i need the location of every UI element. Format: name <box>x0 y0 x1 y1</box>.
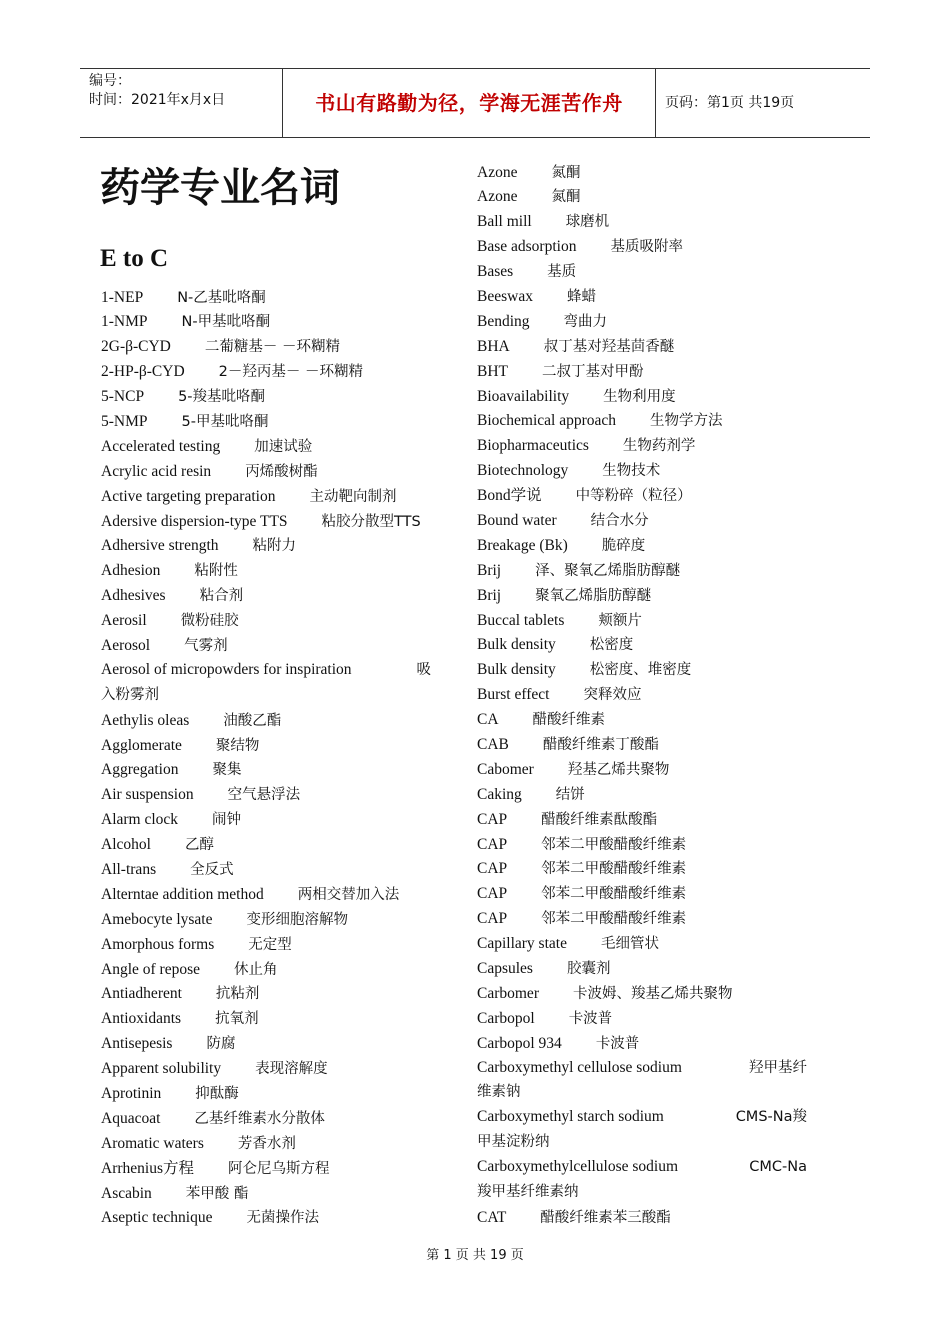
glossary-entry <box>477 334 807 359</box>
glossary-entry <box>101 558 431 583</box>
term-english: Alterntae addition method <box>101 885 264 903</box>
glossary-entry <box>101 1006 431 1031</box>
glossary-entry <box>101 633 431 658</box>
term-chinese: 邻苯二甲酸醋酸纤维素 <box>541 886 687 903</box>
term-english: Arrhenius方程 <box>101 1159 194 1177</box>
term-chinese: 芳香水剂 <box>237 1135 296 1152</box>
header-page-info: 页码：第1页 共19页 <box>665 95 795 111</box>
glossary-entry <box>477 558 807 583</box>
term-chinese: 生物利用度 <box>603 388 676 405</box>
term-chinese: 粘合剂 <box>199 588 244 605</box>
term-chinese: 5-甲基吡咯酮 <box>181 413 269 430</box>
term-english: Carbopol <box>477 1009 535 1027</box>
term-english: Biochemical approach <box>477 412 617 430</box>
glossary-entry <box>101 384 431 409</box>
glossary-entry <box>477 782 807 807</box>
term-chinese: 卡波普 <box>568 1010 613 1027</box>
glossary-entry <box>477 1205 807 1230</box>
term-chinese-continued: 维素钠 <box>477 1084 521 1101</box>
term-chinese: 生物药剂学 <box>622 438 696 455</box>
term-chinese: 加速试验 <box>254 438 313 455</box>
term-english: Adhesives <box>101 587 166 605</box>
page-header <box>80 68 870 138</box>
glossary-entry <box>477 359 807 384</box>
term-english: Air suspension <box>101 786 194 804</box>
term-english: Aerosil <box>101 612 147 630</box>
term-english: Carboxymethyl starch sodium <box>477 1108 664 1126</box>
term-english: Aethylis oleas <box>101 711 190 729</box>
term-english: Active targeting preparation <box>101 487 276 505</box>
term-chinese: 主动靶向制剂 <box>309 488 397 505</box>
term-chinese: 卡波姆、羧基乙烯共聚物 <box>572 985 733 1002</box>
document-number-label: 编号： <box>89 73 131 89</box>
glossary-entry <box>101 285 431 310</box>
term-chinese: 基质吸附率 <box>610 239 683 256</box>
term-chinese: 全反式 <box>190 862 234 878</box>
glossary-entry <box>101 533 431 558</box>
term-english: Carboxymethylcellulose sodium <box>477 1158 679 1176</box>
term-english: Agglomerate <box>101 736 182 754</box>
glossary-entry <box>101 857 431 882</box>
glossary-entry <box>101 1056 431 1081</box>
term-chinese: 两相交替加入法 <box>297 886 400 903</box>
glossary-entry <box>101 1131 431 1156</box>
term-chinese: 羟基乙烯共聚物 <box>567 761 670 778</box>
term-chinese: 氮酮 <box>551 189 581 206</box>
term-english: Antiadherent <box>101 985 182 1003</box>
term-english: Bases <box>477 263 514 281</box>
term-english: Adhersive strength <box>101 537 219 555</box>
term-chinese: 闹钟 <box>212 812 242 829</box>
document-title: 药学专业名词 <box>100 165 340 211</box>
term-english: Bond学说 <box>477 487 542 505</box>
term-chinese: 变形细胞溶解物 <box>246 911 348 928</box>
glossary-entry <box>101 1181 431 1206</box>
term-english: Bound water <box>477 511 557 529</box>
glossary-entry <box>477 408 807 433</box>
term-english: Buccal tablets <box>477 611 565 629</box>
term-english: Acrylic acid resin <box>101 462 212 480</box>
glossary-entry <box>101 1081 431 1106</box>
term-english: Alarm clock <box>101 811 179 829</box>
glossary-column-left <box>101 285 431 1231</box>
term-english: Biotechnology <box>477 462 569 480</box>
glossary-entry <box>477 234 807 259</box>
glossary-entry <box>477 209 807 234</box>
glossary-entry <box>477 184 807 209</box>
glossary-entry <box>477 1006 807 1031</box>
glossary-entry <box>101 832 431 857</box>
term-chinese-continued: 入粉雾剂 <box>101 686 159 703</box>
glossary-entry <box>477 682 807 707</box>
term-english: Aprotinin <box>101 1085 162 1103</box>
term-english: Aseptic technique <box>101 1209 213 1227</box>
term-english: CAP <box>477 910 508 928</box>
term-english: Aerosol <box>101 636 151 654</box>
term-chinese: 结合水分 <box>590 512 649 529</box>
term-english: Aggregation <box>101 761 179 779</box>
document-time-label: 时间：2021年x月x日 <box>89 92 226 108</box>
term-chinese: 醋酸纤维素 <box>532 712 606 729</box>
term-chinese: 乙基纤维素水分散体 <box>194 1110 325 1127</box>
glossary-entry <box>101 658 431 708</box>
term-chinese: 空气悬浮法 <box>227 787 301 804</box>
glossary-entry <box>477 384 807 409</box>
term-english: Amorphous forms <box>101 935 215 953</box>
term-chinese-continued: 甲基淀粉纳 <box>477 1134 550 1151</box>
glossary-entry <box>101 459 431 484</box>
term-english: Adhesion <box>101 562 161 580</box>
term-chinese: 松密度 <box>589 637 634 654</box>
term-chinese: 醋酸纤维素苯三酸酯 <box>540 1209 671 1226</box>
term-chinese: 弯曲力 <box>563 313 608 330</box>
term-chinese: 中等粉碎（粒径） <box>575 488 692 505</box>
glossary-entry <box>477 757 807 782</box>
term-english: Capillary state <box>477 935 567 953</box>
term-english: Capsules <box>477 960 533 977</box>
header-motto: 书山有路勤为径，学海无涯苦作舟 <box>282 69 656 137</box>
term-chinese: 二叔丁基对甲酚 <box>542 363 644 380</box>
term-chinese: 泽、聚氧乙烯脂肪醇醚 <box>535 562 681 579</box>
term-chinese: 结饼 <box>555 786 585 803</box>
glossary-entry <box>477 906 807 931</box>
glossary-entry <box>477 160 807 185</box>
term-chinese: 休止角 <box>234 961 278 978</box>
glossary-entry <box>477 707 807 732</box>
glossary-entry <box>101 309 431 334</box>
glossary-entry <box>477 583 807 608</box>
glossary-entry <box>101 434 431 459</box>
glossary-entry <box>477 632 807 657</box>
term-chinese: 醋酸纤维素酞酸酯 <box>541 811 658 828</box>
term-chinese: 颊额片 <box>598 612 642 629</box>
term-english: Aquacoat <box>101 1109 161 1127</box>
term-chinese: 无菌操作法 <box>246 1210 319 1227</box>
term-english: Alcohol <box>101 836 151 854</box>
term-chinese: 蜂蜡 <box>566 288 596 305</box>
glossary-entry <box>101 907 431 932</box>
glossary-entry <box>101 509 431 534</box>
term-chinese: 微粉硅胶 <box>180 613 239 630</box>
glossary-entry <box>101 583 431 608</box>
glossary-entry <box>477 284 807 309</box>
term-english: Apparent solubility <box>101 1060 222 1078</box>
term-english: CAP <box>477 860 508 878</box>
term-english: CA <box>477 711 499 729</box>
term-chinese: 生物学方法 <box>650 413 723 430</box>
term-english: Brij <box>477 586 502 604</box>
glossary-entry <box>477 1155 807 1205</box>
term-chinese: 突释效应 <box>583 687 642 704</box>
term-english: Azone <box>477 163 518 181</box>
term-chinese: 5-羧基吡咯酮 <box>178 389 266 406</box>
glossary-entry <box>101 1205 431 1230</box>
term-english: Breakage (Bk) <box>477 536 568 554</box>
term-english: Antisepesis <box>101 1035 173 1053</box>
term-chinese: 叔丁基对羟基茴香醚 <box>543 338 675 355</box>
glossary-entry <box>477 1105 807 1155</box>
glossary-entry <box>101 981 431 1006</box>
term-chinese: 表现溶解度 <box>255 1061 328 1078</box>
term-chinese: 粘附力 <box>252 538 297 555</box>
term-english: Base adsorption <box>477 238 577 256</box>
glossary-entry <box>477 956 807 981</box>
term-english: Bioavailability <box>477 387 570 405</box>
term-english: Azone <box>477 188 518 206</box>
term-english: 1-NEP <box>101 288 144 306</box>
term-chinese: 氮酮 <box>551 164 581 181</box>
glossary-entry <box>477 881 807 906</box>
term-english: CAP <box>477 835 508 853</box>
glossary-column-right <box>477 160 807 1230</box>
glossary-entry <box>101 733 431 758</box>
glossary-entry <box>477 458 807 483</box>
term-english: 5-NCP <box>101 388 145 406</box>
term-chinese: 邻苯二甲酸醋酸纤维素 <box>541 861 687 878</box>
term-english: Aerosol of micropowders for inspiration <box>101 660 352 678</box>
term-chinese: 抗粘剂 <box>215 986 260 1003</box>
term-english: 5-NMP <box>101 412 148 430</box>
term-chinese: 油酸乙酯 <box>223 712 282 729</box>
term-english: Biopharmaceutics <box>477 437 589 455</box>
term-english: Bulk density <box>477 636 556 654</box>
term-english: Amebocyte lysate <box>101 910 213 928</box>
term-chinese: 抗氧剂 <box>215 1011 259 1028</box>
term-chinese: 二葡糖基－ －环糊精 <box>204 339 340 356</box>
term-chinese: 胶囊剂 <box>566 961 611 977</box>
term-english: BHT <box>477 362 508 380</box>
glossary-entry <box>477 732 807 757</box>
term-chinese-continued: 羧甲基纤维素纳 <box>477 1184 579 1201</box>
glossary-entry <box>101 1106 431 1131</box>
glossary-entry <box>101 957 431 982</box>
term-chinese: 气雾剂 <box>184 637 228 654</box>
term-english: Carbopol 934 <box>477 1034 562 1052</box>
glossary-entry <box>101 409 431 434</box>
term-chinese: 2－羟丙基－ －环糊精 <box>218 364 364 381</box>
section-heading: E to C <box>100 245 169 272</box>
term-chinese: 粘附性 <box>194 563 238 580</box>
term-english: BHA <box>477 337 510 355</box>
glossary-entry <box>477 433 807 458</box>
glossary-entry <box>101 608 431 633</box>
glossary-entry <box>101 1031 431 1056</box>
glossary-entry <box>101 484 431 509</box>
term-chinese: 脆碎度 <box>601 537 646 554</box>
glossary-entry <box>477 259 807 284</box>
term-english: Carboxymethyl cellulose sodium <box>477 1058 682 1076</box>
term-chinese: 丙烯酸树酯 <box>245 463 318 480</box>
term-english: Ball mill <box>477 213 532 231</box>
glossary-entry <box>101 757 431 782</box>
term-english: Carbomer <box>477 984 539 1002</box>
term-english: Cabomer <box>477 760 534 778</box>
header-meta <box>80 69 282 137</box>
glossary-entry <box>477 832 807 857</box>
term-chinese: 无定型 <box>248 936 292 953</box>
glossary-entry <box>477 856 807 881</box>
glossary-entry <box>101 807 431 832</box>
glossary-entry <box>477 508 807 533</box>
term-chinese: 卡波普 <box>595 1035 640 1052</box>
term-chinese: 聚集 <box>212 762 242 779</box>
term-chinese: 苯甲酸 酯 <box>185 1185 249 1202</box>
term-chinese: 乙醇 <box>184 837 214 854</box>
glossary-entry <box>477 657 807 682</box>
term-chinese: 聚结物 <box>215 737 260 754</box>
term-english: Brij <box>477 561 502 579</box>
glossary-entry <box>101 708 431 733</box>
term-english: Accelerated testing <box>101 437 221 455</box>
term-chinese: 基质 <box>547 264 577 281</box>
term-chinese: CMC-Na <box>749 1159 807 1176</box>
term-english: Burst effect <box>477 686 550 704</box>
term-english: Antioxidants <box>101 1010 182 1028</box>
glossary-entry <box>477 981 807 1006</box>
glossary-entry <box>477 533 807 558</box>
term-english: 2-HP-β-CYD <box>101 363 185 381</box>
term-chinese: N-乙基吡咯酮 <box>177 289 266 306</box>
term-chinese: 阿仑尼乌斯方程 <box>228 1160 330 1177</box>
page-footer: 第 1 页 共 19 页 <box>426 1248 524 1263</box>
glossary-entry <box>477 931 807 956</box>
glossary-entry <box>101 1156 431 1181</box>
term-english: CAT <box>477 1208 507 1226</box>
term-chinese: 抑酞酶 <box>195 1086 239 1103</box>
glossary-entry <box>477 309 807 334</box>
term-english: Aromatic waters <box>101 1134 204 1152</box>
term-chinese: 醋酸纤维素丁酸酯 <box>542 736 659 753</box>
glossary-entry <box>477 1056 807 1106</box>
glossary-entry <box>477 483 807 508</box>
term-english: Ascabin <box>101 1184 152 1202</box>
glossary-entry <box>101 334 431 359</box>
term-english: 1-NMP <box>101 313 148 331</box>
term-english: CAB <box>477 735 509 753</box>
term-chinese: 生物技术 <box>602 463 661 480</box>
glossary-entry <box>101 782 431 807</box>
term-chinese: 羟甲基纤 <box>749 1059 807 1076</box>
term-chinese: 松密度、堆密度 <box>589 662 692 679</box>
term-chinese: 毛细管状 <box>600 936 659 953</box>
term-english: CAP <box>477 885 508 903</box>
term-chinese: 球磨机 <box>565 214 610 231</box>
term-chinese: 防腐 <box>206 1036 236 1053</box>
term-chinese: 吸 <box>416 661 431 678</box>
term-english: Adersive dispersion-type TTS <box>101 512 288 530</box>
term-english: 2G-β-CYD <box>101 338 171 356</box>
term-english: Angle of repose <box>101 960 200 978</box>
term-chinese: 聚氧乙烯脂肪醇醚 <box>535 587 652 604</box>
term-english: Caking <box>477 785 522 803</box>
term-english: Bulk density <box>477 661 556 679</box>
term-english: Beeswax <box>477 287 533 305</box>
term-chinese: 邻苯二甲酸醋酸纤维素 <box>541 836 687 853</box>
term-chinese: CMS-Na羧 <box>735 1109 807 1126</box>
term-chinese: 邻苯二甲酸醋酸纤维素 <box>541 911 687 928</box>
glossary-entry <box>477 1031 807 1056</box>
glossary-entry <box>101 359 431 384</box>
term-chinese: N-甲基吡咯酮 <box>181 314 271 331</box>
glossary-entry <box>101 882 431 907</box>
term-chinese: 粘胶分散型TTS <box>321 513 421 530</box>
term-english: CAP <box>477 810 508 828</box>
glossary-entry <box>477 608 807 633</box>
term-english: Bending <box>477 312 530 330</box>
glossary-entry <box>477 807 807 832</box>
term-english: All-trans <box>101 861 157 878</box>
glossary-entry <box>101 932 431 957</box>
